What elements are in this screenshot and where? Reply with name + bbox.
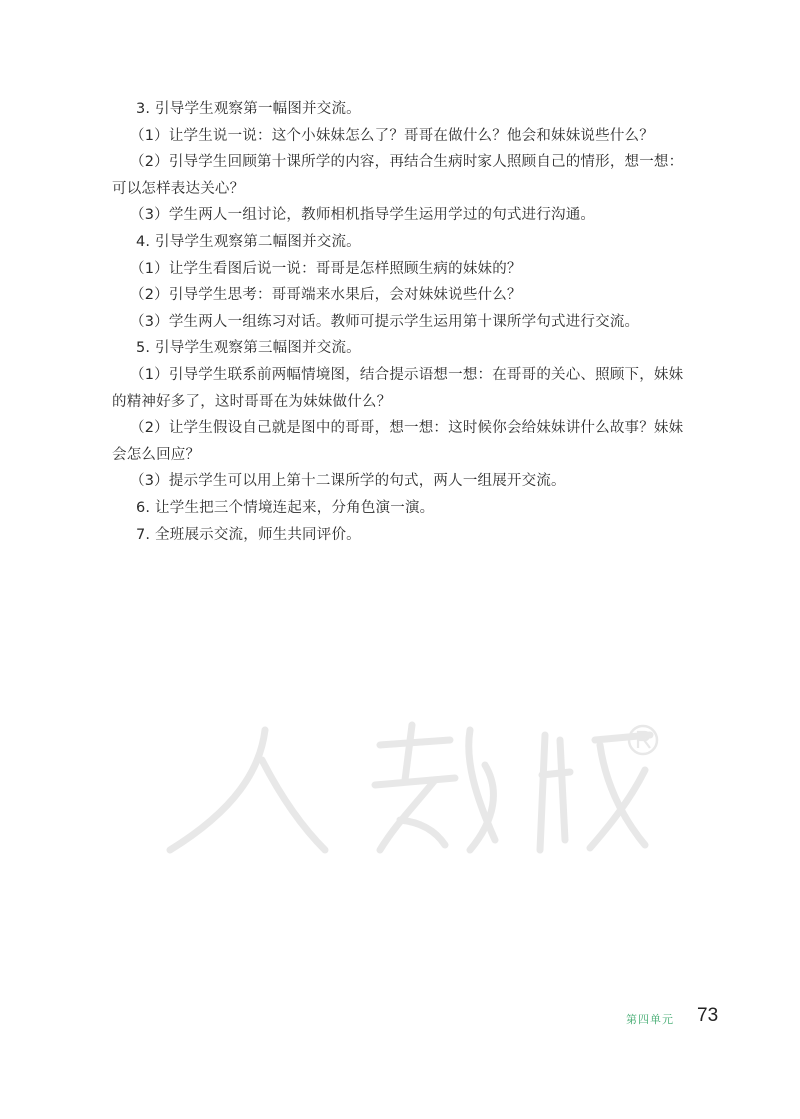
page-number: 73 — [697, 1005, 719, 1026]
step-6: 6. 让学生把三个情境连起来，分角色演一演。 — [136, 499, 435, 516]
step-5-item-1-cont: 的精神好多了，这时哥哥在为妹妹做什么？ — [112, 393, 392, 410]
step-3: 3. 引导学生观察第一幅图并交流。 — [136, 101, 361, 117]
step-3-item-2-cont: 可以怎样表达关心？ — [112, 180, 245, 197]
publisher-watermark-logo — [150, 700, 670, 870]
step-3-item-1: （1）让学生说一说：这个小妹妹怎么了？哥哥在做什么？他会和妹妹说些什么？ — [130, 127, 654, 144]
step-5-item-3: （3）提示学生可以用上第十二课所学的句式，两人一组展开交流。 — [130, 473, 566, 490]
step-5-item-1: （1）引导学生联系前两幅情境图，结合提示语想一想：在哥哥的关心、照顾下，妹妹 — [130, 366, 684, 383]
unit-label: 第四单元 — [626, 1013, 674, 1026]
step-4-item-2: （2）引导学生思考：哥哥端来水果后，会对妹妹说些什么？ — [130, 287, 522, 304]
lesson-steps — [112, 96, 712, 548]
step-3-item-2: （2）引导学生回顾第十课所学的内容，再结合生病时家人照顾自己的情形，想一想： — [130, 154, 684, 171]
step-4-item-1: （1）让学生看图后说一说：哥哥是怎样照顾生病的妹妹的？ — [130, 260, 522, 277]
step-7: 7. 全班展示交流，师生共同评价。 — [136, 526, 361, 543]
step-5-item-2: （2）让学生假设自己就是图中的哥哥，想一想：这时候你会给妹妹讲什么故事？妹妹 — [130, 420, 684, 437]
step-3-item-3: （3）学生两人一组讨论，教师相机指导学生运用学过的句式进行沟通。 — [130, 207, 596, 224]
step-5: 5. 引导学生观察第三幅图并交流。 — [136, 340, 361, 357]
step-4: 4. 引导学生观察第二幅图并交流。 — [136, 233, 361, 250]
step-5-item-2-cont: 会怎么回应？ — [112, 446, 201, 463]
step-4-item-3: （3）学生两人一组练习对话。教师可提示学生运用第十课所学句式进行交流。 — [130, 313, 640, 330]
